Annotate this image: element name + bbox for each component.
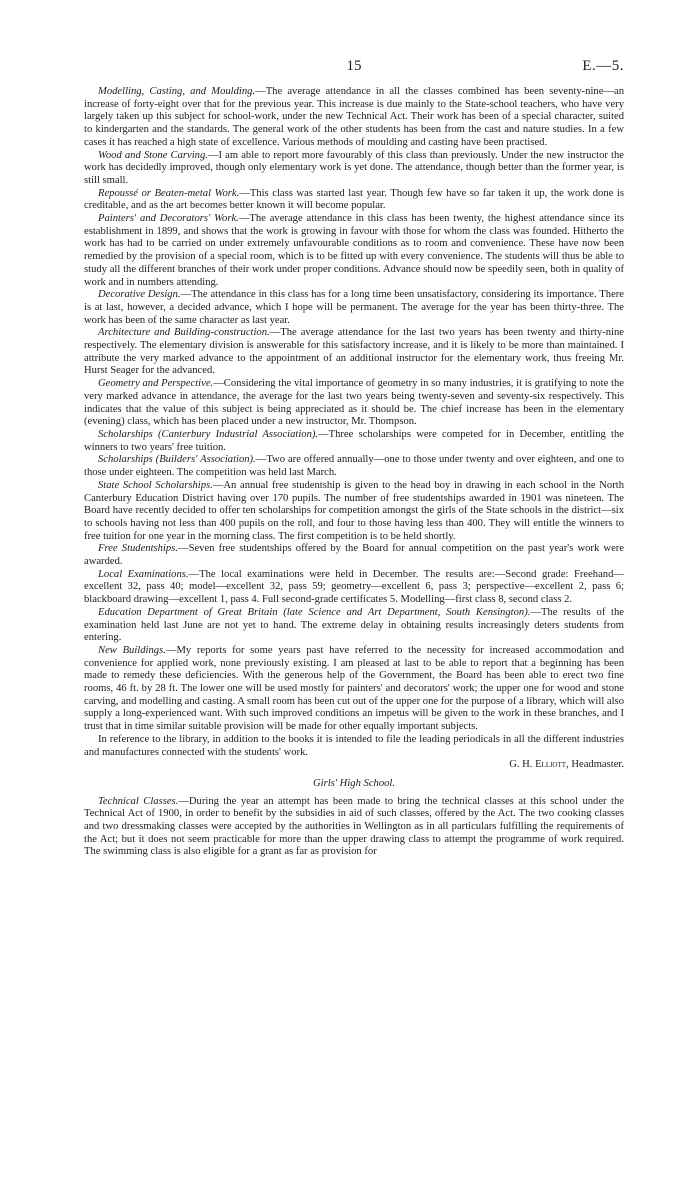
paragraph-architecture (84, 327, 624, 378)
paragraph-text: —The results of the examination held last June are not yet to hand. The extreme delay in obtaining results increasingly deters students from entering. (84, 606, 624, 644)
paragraph-heading: Architecture and Building-construction. (98, 327, 270, 339)
paragraph-modelling (84, 86, 624, 150)
paragraph-library (84, 734, 624, 759)
paragraph-heading: Scholarships (Builders' Association). (98, 454, 256, 466)
paragraph-painters (84, 213, 624, 289)
paragraph-text: —My reports for some years past have referred to the necessity for increased accommodation and convenience for applied work, none previously existing. I am pleased at last to be able to report that a beginning has been made to remedy these deficiencies. With the generous help of the Government, the Board has been able to erect two fine rooms, 46 ft. by 28 ft. The lower one will be used mostly for painters' and decorators' work; the upper one for wood and stone carving, and modelling and casting. A small room has been cut out of the upper one for the purpose of a library, which will also supply a long-experienced want. With such improved conditions an impetus will be given to the work in these branches, and I trust that in time similar suitable provision will be made for other equally important subjects. (84, 644, 624, 733)
signature (84, 759, 624, 772)
paragraph-text: —During the year an attempt has been made to bring the technical classes at this school under the Technical Act of 1900, in order to benefit by the subsidies in aid of such classes, offered by the Act. The two cooking classes and two dressmaking classes were accepted by the authorities in Wellington as in all particulars fulfilling the requirements of the Act; but it does not seem practicable for more than the upper drawing class to attempt the programme of work required. The swimming class is also eligible for a grant as far as provision for (84, 795, 624, 858)
paragraph-text: —The local examinations were held in December. The results are:—Second grade: Freehand—excellent 32, pass 40; model—excellent 32, pass 59; geometry—excellent 6, pass 3; perspective—excellent 2, pass 6; blackboard drawing—excellent 1, pass 4. Full second-grade certificates 5. Modelling—first class 8, second class 2. (84, 568, 624, 606)
paragraph-wood-carving (84, 150, 624, 188)
paragraph-text: In reference to the library, in addition to the books it is intended to file the leading periodicals in all the different industries and manufactures connected with the students' work. (84, 733, 624, 758)
document-reference: E.—5. (582, 58, 624, 74)
signature-title: , Headmaster. (566, 759, 624, 771)
paragraph-repousse (84, 188, 624, 213)
paragraph-heading: Technical Classes. (98, 795, 179, 807)
paragraph-scholarships-cia (84, 429, 624, 454)
paragraph-text: —Seven free studentships offered by the Board for annual competition on the past year's work were awarded. (84, 543, 624, 568)
paragraph-scholarships-builders (84, 454, 624, 479)
paragraph-decorative-design (84, 289, 624, 327)
paragraph-heading: State School Scholarships. (98, 479, 213, 491)
paragraph-heading: Local Examinations. (98, 568, 189, 580)
paragraph-text: —Considering the vital importance of geometry in so many industries, it is gratifying to note the very marked advance in attendance, the average for the last two years being twenty-seven and seventy-six respectively. This indicates that the value of this subject is being appreciated as it should be. The chief increase has been in the elementary (evening) class, which has been placed under a new instructor, Mr. Thompson. (84, 378, 624, 428)
paragraph-text: —The average attendance in this class has been twenty, the highest attendance since its establishment in 1899, and shows that the work is growing in favour with those for whom the class was founded. Hitherto the work has had to be carried on under extremely unfavourable conditions as to room and convenience. These have now been remedied by the provision of a special room, which is to be fitted up with every convenience. The students will thus be able to study all the different branches of their work under proper conditions. Advance should now be speedily seen, both in quality of work and in numbers attending. (84, 213, 624, 288)
paragraph-heading: Decorative Design. (98, 289, 181, 301)
page-number: 15 (346, 58, 362, 74)
paragraph-heading: Scholarships (Canterbury Industrial Association). (98, 428, 319, 440)
page-header (84, 58, 624, 76)
paragraph-text: —This class was started last year. Though few have so far taken it up, the work done is creditable, and as the art becomes better known it will become popular. (84, 187, 624, 212)
paragraph-state-scholarships (84, 480, 624, 544)
paragraph-text: —Three scholarships were competed for in December, entitling the winners to two years' free tuition. (84, 428, 624, 453)
report-text (84, 86, 624, 859)
paragraph-text: —The average attendance for the last two years has been twenty and thirty-nine respectively. The elementary division is answerable for this satisfactory increase, and it is likely to be more than maintained. I attribute the very marked advance to the appointment of an additional instructor for the elementary work, thus freeing Mr. Hurst Seager for the advanced. (84, 327, 624, 377)
paragraph-local-examinations (84, 569, 624, 607)
paragraph-text: —The average attendance in all the classes combined has been seventy-nine—an increase of forty-eight over that for the previous year. This increase is due mainly to the State-school teachers, who have very largely taken up this subject for school-work, under the new Technical Act. Their work has been of a special character, suited to kindergarten and the standards. The general work of the other students has been from the cast and nature studies. In a few cases it has reached a high state of excellence. Various methods of moulding and casting have been practised. (84, 86, 624, 148)
paragraph-heading: Wood and Stone Carving. (98, 149, 208, 161)
paragraph-heading: Education Department of Great Britain (late Science and Art Department, South Kensington). (98, 606, 531, 618)
paragraph-text: —Two are offered annually—one to those under twenty and over eighteen, and one to those under eighteen. The competition was held last March. (84, 454, 624, 479)
paragraph-heading: Painters' and Decorators' Work. (98, 213, 239, 225)
signature-name: G. H. Elliott (509, 759, 567, 771)
paragraph-education-department (84, 607, 624, 645)
paragraph-technical-classes (84, 796, 624, 860)
paragraph-geometry (84, 378, 624, 429)
paragraph-heading: Geometry and Perspective. (98, 378, 214, 390)
paragraph-text: —I am able to report more favourably of this class than previously. Under the new instructor the work has decidedly improved, though only elementary work is yet done. The attendance, though better than the former year, is still small. (84, 149, 624, 186)
section-title: Girls' High School. (312, 777, 395, 789)
paragraph-new-buildings (84, 645, 624, 734)
paragraph-text: —The attendance in this class has for a long time been unsatisfactory, considering its importance. There is at last, however, a decided advance, which I hope will be permanent. The average for the year has been thirty-three. The work has been of the same character as last year. (84, 289, 624, 326)
paragraph-heading: Repoussé or Beaten-metal Work. (98, 187, 240, 199)
paragraph-text: —An annual free studentship is given to the head boy in drawing in each school in the North Canterbury Education District having over 170 pupils. The number of free studentships awarded in 1901 was nineteen. The Board have recently decided to offer ten scholarships for competition amongst the girls of the State schools in the district—six to schools having not less than 400 pupils on the roll, and four to those having less than 400. They will entitle the winners to free tuition for one year in the morning class. The first competition is to be held shortly. (84, 479, 625, 542)
paragraph-heading: Free Studentships. (98, 543, 178, 555)
paragraph-heading: New Buildings. (98, 644, 166, 656)
paragraph-free-studentships (84, 543, 624, 568)
paragraph-heading: Modelling, Casting, and Moulding. (98, 86, 256, 97)
